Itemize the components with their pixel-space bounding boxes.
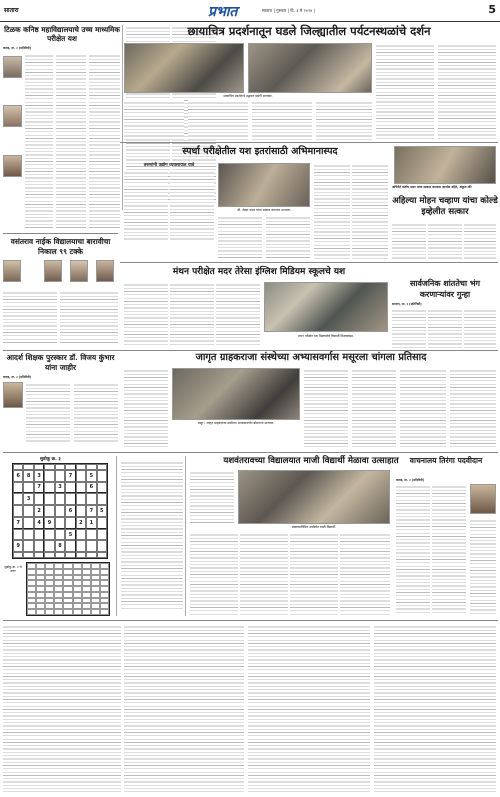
right2-body: [428, 222, 462, 260]
story2-body: [352, 163, 388, 260]
sudoku-answer-cell: [54, 609, 63, 615]
right5-headline: वाचनालय तिरंगा पदवीदान: [409, 456, 483, 465]
sudoku-cell: 7: [34, 482, 44, 494]
sudoku-cell: [86, 540, 96, 552]
sudoku-cell: 6: [65, 505, 75, 517]
sudoku-cell: 6: [13, 470, 23, 482]
right2-body: [392, 222, 426, 260]
sudoku-cell: [76, 529, 86, 541]
lead-body: [252, 100, 312, 140]
sudoku-cell: [65, 482, 75, 494]
story2-body: [170, 170, 214, 240]
sudoku-title: सुडोकू क्र. ३: [40, 457, 61, 462]
divider: [3, 350, 498, 351]
sudoku-cell: [97, 529, 107, 541]
story5-photo: [238, 470, 390, 524]
story3-photo: [264, 282, 388, 332]
divider: [3, 452, 498, 453]
right5-body: [396, 484, 430, 614]
left2-photo: [70, 260, 88, 282]
bottom-body: [3, 624, 121, 792]
sudoku-cell: [97, 552, 107, 558]
sudoku-cell: [65, 493, 75, 505]
sudoku-cell: [86, 552, 96, 558]
sudoku-cell: [13, 505, 23, 517]
story2-body: [218, 215, 262, 260]
sudoku-cell: [23, 529, 33, 541]
story2-photo: [218, 163, 310, 207]
sudoku-cell: 7: [86, 505, 96, 517]
left2-body: [60, 290, 118, 345]
sudoku-cell: [23, 482, 33, 494]
left3-headline: आदर्श शिक्षक पुरस्कार डॉ. विजय कुंभार यांना जाहीर: [6, 353, 115, 372]
bottom-body: [248, 624, 370, 792]
sudoku-cell: [65, 540, 75, 552]
sudoku-answer-grid: [26, 562, 110, 616]
story2-photo-caption: श्री. शेखर पवार यांचा सत्कार करताना मान्यवर.: [237, 208, 291, 212]
sudoku-cell: [86, 493, 96, 505]
story4-body: [400, 368, 446, 448]
divider: [120, 142, 498, 143]
right3-body: [464, 308, 496, 348]
sudoku-answer-cell: [45, 609, 54, 615]
sudoku-cell: [13, 552, 23, 558]
sudoku-cell: [44, 493, 54, 505]
left-story-tilak: [3, 25, 121, 230]
sudoku-answer-cell: [91, 609, 100, 615]
sudoku-cell: 1: [86, 517, 96, 529]
left2-body: [3, 290, 57, 345]
right2-photo-caption: अभिनेते संतोष पवार यांचा सत्कार करताना ज्ञानदेव वहिरे, अंकुश मोरे: [392, 185, 472, 189]
divider: [3, 233, 118, 234]
left3-body: [26, 382, 70, 442]
left3-body: [74, 382, 118, 442]
page-number: 5: [488, 3, 496, 16]
dateline: सातारा | गुरुवार | दि. ३ मे २०२४ |: [262, 8, 316, 13]
left-story-headline: टिळक कनिष्ठ महाविद्यालयाचे उच्च माध्यमिक परीक्षेत यश: [4, 25, 120, 43]
divider: [120, 262, 498, 263]
right2-headline: अहिल्या मोहन चव्हाण यांचा कोल्डे इव्हेलीत सत्कार: [392, 196, 498, 217]
sudoku-cell: [34, 529, 44, 541]
sudoku-cell: 9: [13, 540, 23, 552]
story2-subhead: तरुणांनी उद्योग व्यवसायात यावे: [143, 163, 195, 168]
sudoku-cell: [55, 505, 65, 517]
lead-body: [376, 43, 434, 140]
story3-body: [170, 282, 214, 347]
sudoku-answer-cell: [73, 609, 82, 615]
left2-photo: [3, 260, 21, 282]
sudoku-cell: [97, 540, 107, 552]
story4-photo: [172, 368, 300, 420]
story5-body: [190, 470, 234, 524]
right2-photo: [394, 146, 496, 184]
lead-body: [438, 43, 496, 140]
right5-body: [432, 484, 466, 614]
sudoku-cell: [23, 552, 33, 558]
sudoku-cell: [97, 482, 107, 494]
story5-body: [290, 532, 338, 616]
sudoku-cell: 3: [55, 482, 65, 494]
section-label: सातारा: [4, 7, 19, 14]
sudoku-cell: [44, 470, 54, 482]
lead-photo: [124, 43, 244, 93]
notice-body: [121, 460, 183, 610]
lead-photo: [248, 43, 372, 93]
sudoku-cell: [44, 540, 54, 552]
sudoku-answer-cell: [100, 609, 109, 615]
newspaper-logo: प्रभात: [208, 4, 238, 20]
sudoku-cell: [34, 552, 44, 558]
lead-body: [188, 100, 248, 140]
sudoku-cell: [44, 482, 54, 494]
left2-headline: वसंतराव नाईक विद्यालयाचा बारावीचा निकाल ९९ टक्के: [10, 237, 111, 256]
story4-body: [450, 368, 496, 448]
notice-column: [116, 456, 186, 616]
student-photo: [3, 105, 22, 127]
sudoku-cell: [55, 493, 65, 505]
sudoku-cell: 3: [34, 470, 44, 482]
left2-photo: [44, 260, 62, 282]
student-photo: [3, 155, 22, 177]
sudoku-cell: 9: [44, 517, 54, 529]
sudoku-answer-cell: [27, 609, 36, 615]
right2-body: [464, 222, 496, 260]
sudoku-cell: [76, 482, 86, 494]
right3-body: [392, 308, 426, 348]
story4-body: [352, 368, 396, 448]
story5-headline: यशवंतरावच्या विद्यालयात माजी विद्यार्थी मेळावा उत्साहात: [223, 456, 399, 466]
right3-body: [428, 308, 462, 348]
sudoku-cell: 4: [34, 517, 44, 529]
sudoku-cell: [55, 529, 65, 541]
masthead: [0, 0, 500, 22]
sudoku-cell: [97, 493, 107, 505]
sudoku-cell: 5: [86, 470, 96, 482]
sudoku-cell: [34, 540, 44, 552]
sudoku-cell: 7: [13, 517, 23, 529]
sudoku-answer-label: सुडोकू क्र. २ चे उत्तर: [4, 565, 22, 574]
story3-photo-caption: मंथन परीक्षेत यश मिळवलेले विद्यार्थी शिक्षकांसह.: [298, 334, 354, 338]
lead-body: [316, 100, 372, 140]
lead-body: [124, 100, 184, 140]
lead-photo-caption: छायाचित्र प्रदर्शनाचे उद्घाटन प्रसंगी मान्यवर.: [223, 94, 273, 98]
sudoku-answer-cell: [63, 609, 72, 615]
left2-photo: [96, 260, 114, 282]
sudoku-cell: 2: [34, 505, 44, 517]
sudoku-cell: [65, 552, 75, 558]
right5-body: [470, 518, 496, 614]
story3-headline: मंथन परीक्षेत मदर तेरेसा इंग्लिश मिडियम स्कूलचे यश: [172, 267, 346, 277]
left-story-body: [89, 53, 120, 228]
sudoku-cell: [76, 493, 86, 505]
story4-body: [304, 368, 348, 448]
bottom-body: [374, 624, 496, 792]
divider: [3, 620, 498, 621]
story5-body: [340, 532, 390, 616]
story5-photo-caption: मेळाव्यानिमित्त उपस्थित माजी विद्यार्थी.: [291, 525, 337, 529]
lead-headline: छायाचित्र प्रदर्शनातून घडले जिल्ह्यातील पर्यटनस्थळांचे दर्शन: [187, 24, 431, 38]
story2-body: [314, 163, 350, 260]
sudoku-cell: 5: [65, 529, 75, 541]
story2-body: [266, 215, 310, 260]
left-story-body: [56, 53, 86, 228]
sudoku-cell: [44, 552, 54, 558]
sudoku-cell: 5: [97, 505, 107, 517]
sudoku-cell: 3: [23, 493, 33, 505]
sudoku-cell: [44, 505, 54, 517]
sudoku-cell: [76, 505, 86, 517]
left-story-dateline: कराड, ता. २ (प्रतिनिधी): [3, 46, 32, 50]
left-story-body: [25, 53, 53, 228]
story3-body: [216, 282, 260, 347]
sudoku-cell: [97, 517, 107, 529]
left3-dateline: कराड, ता. २ (प्रतिनिधी): [3, 375, 32, 379]
sudoku-cell: [13, 493, 23, 505]
sudoku-cell: [55, 552, 65, 558]
story2-headline: स्पर्धा परीक्षेतील यश इतरांसाठी अभिमानास्पद: [182, 146, 338, 157]
right3-dateline: सातारा, ता. २ (प्रतिनिधी): [392, 302, 422, 306]
story2-body: [124, 170, 168, 240]
sudoku-cell: [65, 517, 75, 529]
right5-photo: [470, 484, 496, 514]
sudoku-cell: [55, 470, 65, 482]
student-photo: [3, 56, 22, 78]
sudoku-cell: 2: [76, 517, 86, 529]
sudoku-cell: [76, 540, 86, 552]
sudoku-cell: [76, 552, 86, 558]
right5-dateline: कराड, ता. २ (प्रतिनिधी): [396, 478, 425, 482]
sudoku-answer-cell: [36, 609, 45, 615]
sudoku-cell: 7: [65, 470, 75, 482]
sudoku-answer-cell: [82, 609, 91, 615]
bottom-body: [124, 624, 244, 792]
sudoku-cell: [86, 529, 96, 541]
sudoku-cell: [23, 505, 33, 517]
left3-photo: [3, 382, 23, 408]
sudoku-cell: 8: [23, 470, 33, 482]
sudoku-cell: [55, 517, 65, 529]
sudoku-cell: [97, 470, 107, 482]
story5-body: [190, 532, 238, 616]
sudoku-grid: [12, 463, 108, 559]
sudoku-cell: [13, 482, 23, 494]
sudoku-cell: [23, 540, 33, 552]
story4-body: [124, 368, 168, 448]
story4-photo-caption: मसूर : जागृत ग्राहकराजा संस्थेच्या अभ्यासवर्गात बोलताना मान्यवर.: [197, 421, 275, 425]
sudoku-cell: [76, 470, 86, 482]
sudoku-cell: [23, 517, 33, 529]
sudoku-cell: 6: [86, 482, 96, 494]
sudoku-cell: [13, 529, 23, 541]
story3-body: [124, 282, 168, 347]
right3-headline: सार्वजनिक शांततेचा भंग करणाऱ्यांवर गुन्हा: [409, 278, 480, 299]
sudoku-cell: [34, 493, 44, 505]
story4-headline: जागृत ग्राहकराजा संस्थेच्या अभ्यासवर्गास मसूरला चांगला प्रतिसाद: [195, 352, 427, 363]
sudoku-cell: 8: [55, 540, 65, 552]
story5-body: [240, 532, 288, 616]
sudoku-cell: [44, 529, 54, 541]
